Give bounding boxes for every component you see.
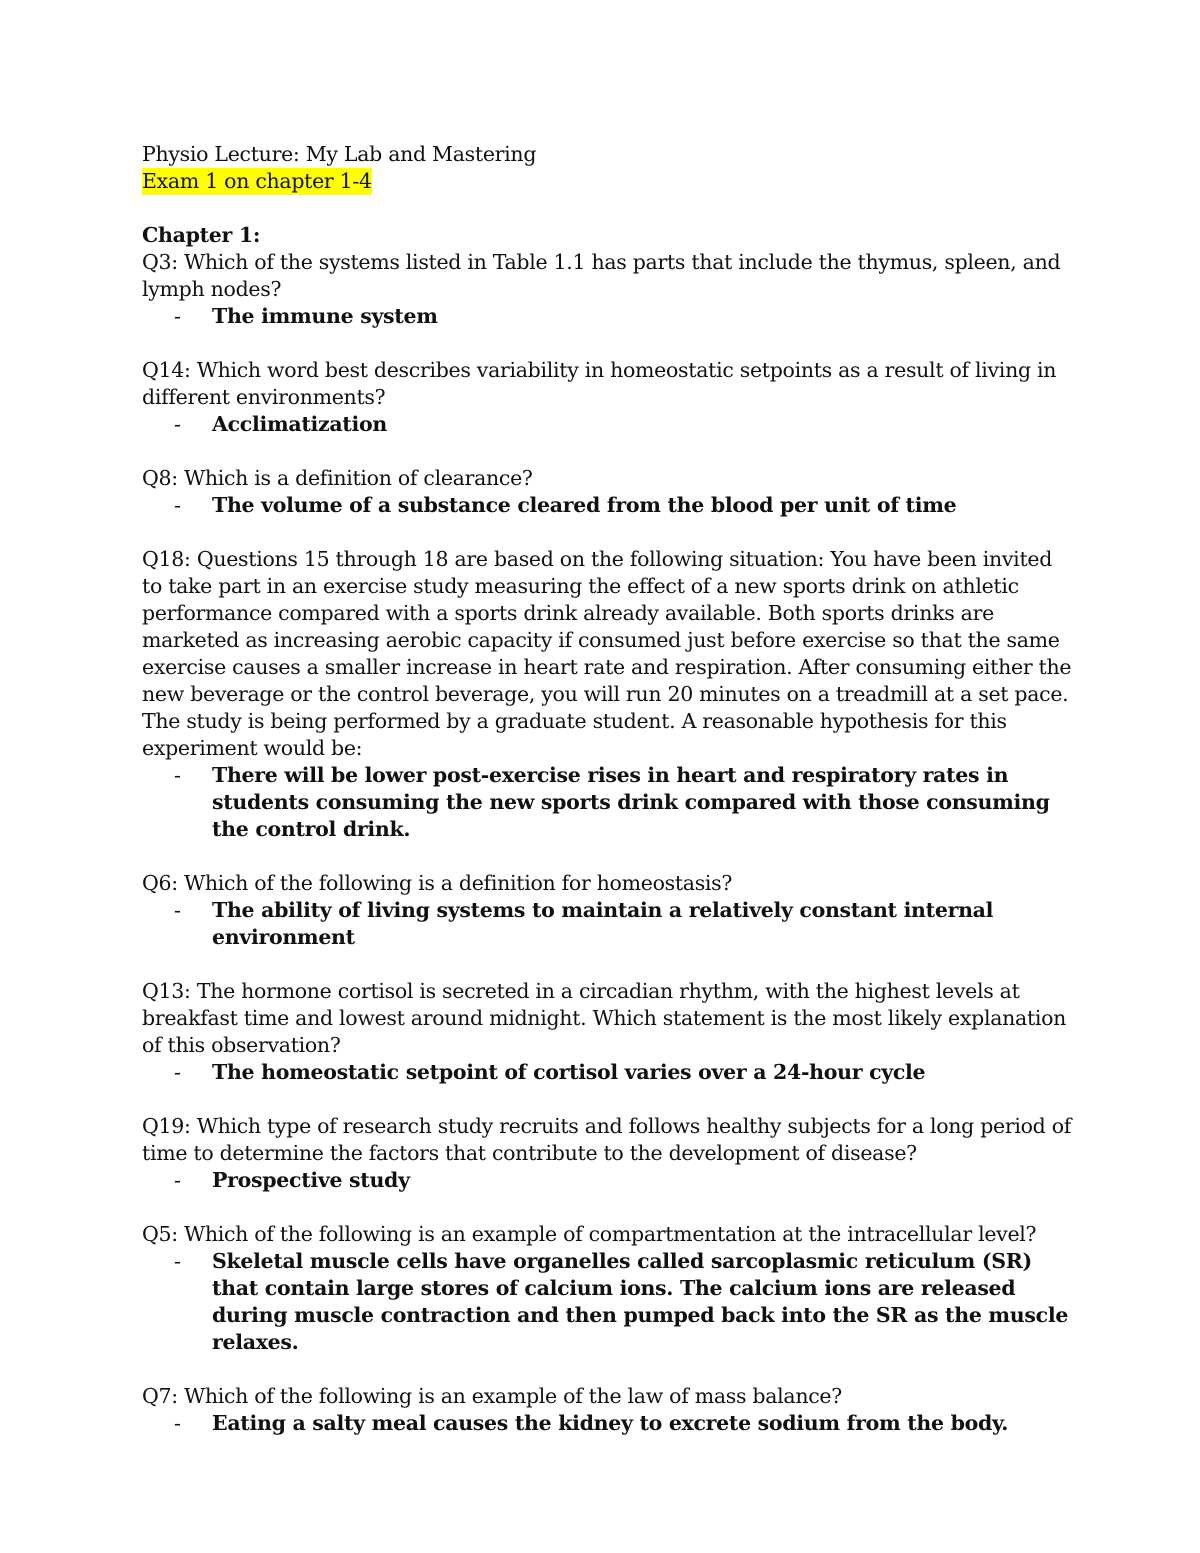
answer-text: Acclimatization — [212, 412, 387, 436]
question-block — [142, 978, 1072, 1086]
question-text: Q14: Which word best describes variability in homeostatic setpoints as a result of living in different environments? — [142, 358, 1057, 409]
question-block — [142, 1113, 1072, 1194]
question-text: Q6: Which of the following is a definition for homeostasis? — [142, 871, 733, 895]
answer-text: Eating a salty meal causes the kidney to excrete sodium from the body. — [212, 1411, 1009, 1435]
answer-text: The volume of a substance cleared from the blood per unit of time — [212, 493, 957, 517]
answer-item — [142, 897, 1072, 951]
question-block — [142, 1221, 1072, 1356]
spacer — [142, 195, 1072, 222]
question-block — [142, 465, 1072, 519]
answer-text: Prospective study — [212, 1168, 410, 1192]
answer-text: Skeletal muscle cells have organelles called sarcoplasmic reticulum (SR) that contain large stores of calcium ions. The calcium ions are released during muscle contraction and then pumped back into the SR as the muscle relaxes. — [212, 1249, 1069, 1354]
question-text: Q5: Which of the following is an example of compartmentation at the intracellular level? — [142, 1222, 1037, 1246]
answer-item — [142, 762, 1072, 843]
answer-item — [142, 1059, 1072, 1086]
bullet-dash: - — [174, 493, 181, 517]
bullet-dash: - — [174, 412, 181, 436]
document-page — [142, 141, 1072, 1464]
bullet-dash: - — [174, 1411, 181, 1435]
bullet-dash: - — [174, 304, 181, 328]
exam-note-line — [142, 168, 1072, 195]
answer-item — [142, 1248, 1072, 1356]
question-block — [142, 357, 1072, 438]
answer-text: There will be lower post-exercise rises in heart and respiratory rates in students consuming the new sports drink compared with those consuming the control drink. — [212, 763, 1050, 841]
question-block — [142, 249, 1072, 330]
bullet-dash: - — [174, 763, 181, 787]
bullet-dash: - — [174, 1249, 181, 1273]
question-text: Q8: Which is a definition of clearance? — [142, 466, 533, 490]
exam-note-highlight: Exam 1 on chapter 1-4 — [142, 169, 372, 193]
answer-text: The ability of living systems to maintain a relatively constant internal environment — [212, 898, 994, 949]
question-text: Q3: Which of the systems listed in Table 1.1 has parts that include the thymus, spleen, and lymph nodes? — [142, 250, 1061, 301]
question-text: Q7: Which of the following is an example of the law of mass balance? — [142, 1384, 842, 1408]
bullet-dash: - — [174, 1168, 181, 1192]
question-block — [142, 546, 1072, 843]
answer-text: The immune system — [212, 304, 438, 328]
document-title: Physio Lecture: My Lab and Mastering — [142, 142, 537, 166]
answer-item — [142, 303, 1072, 330]
question-text: Q13: The hormone cortisol is secreted in a circadian rhythm, with the highest levels at breakfast time and lowest around midnight. Which statement is the most likely explanation of this observation? — [142, 979, 1067, 1057]
answer-item — [142, 492, 1072, 519]
question-block — [142, 1383, 1072, 1437]
bullet-dash: - — [174, 898, 181, 922]
answer-item — [142, 1410, 1072, 1437]
question-text: Q18: Questions 15 through 18 are based on the following situation: You have been invited to take part in an exercise study measuring the effect of a new sports drink on athletic performance compared with a sports drink already available. Both sports drinks are marketed as increasing aerobic capacity if consumed just before exercise so that the same exercise causes a smaller increase in heart rate and respiration. After consuming either the new beverage or the control beverage, you will run 20 minutes on a treadmill at a set pace. The study is being performed by a graduate student. A reasonable hypothesis for this experiment would be: — [142, 547, 1072, 760]
answer-item — [142, 1167, 1072, 1194]
answer-item — [142, 411, 1072, 438]
answer-text: The homeostatic setpoint of cortisol varies over a 24-hour cycle — [212, 1060, 926, 1084]
chapter-heading: Chapter 1: — [142, 223, 261, 247]
question-text: Q19: Which type of research study recruits and follows healthy subjects for a long period of time to determine the factors that contribute to the development of disease? — [142, 1114, 1072, 1165]
question-block — [142, 870, 1072, 951]
bullet-dash: - — [174, 1060, 181, 1084]
